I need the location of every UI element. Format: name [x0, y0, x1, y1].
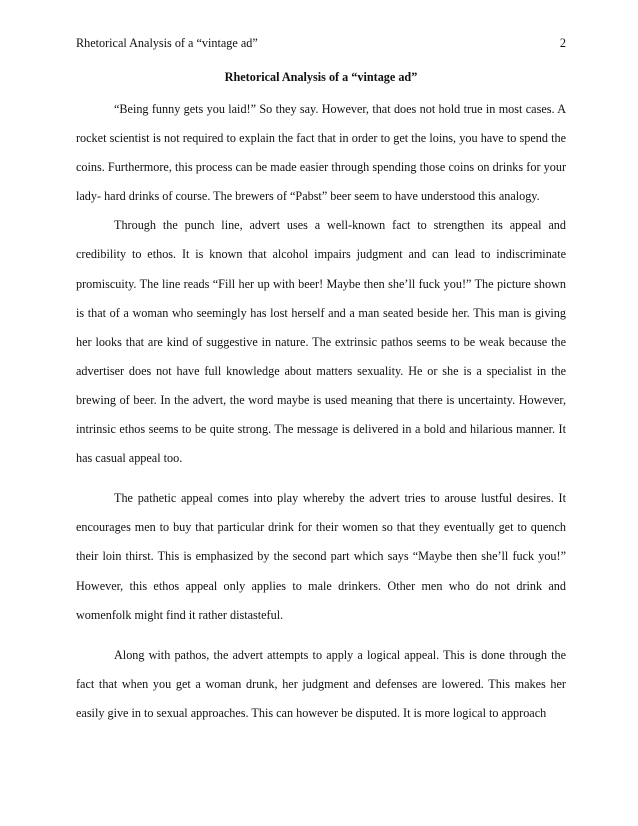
page-number: 2: [559, 36, 566, 50]
document-body: [76, 95, 566, 728]
document-title: Rhetorical Analysis of a “vintage ad”: [224, 70, 418, 84]
paragraph-intro: “Being funny gets you laid!” So they say. However, that does not hold true in most cases. A rocket scientist is not required to explain the fact that in order to get the loins, you have to spend the coins. Furthermore, this process can be made easier through spending those coins on drinks for your lady- hard drinks of course. The brewers of “Pabst” beer seem to have understood this analogy.: [76, 102, 566, 204]
running-head: Rhetorical Analysis of a “vintage ad”: [76, 36, 258, 50]
paragraph-pathos: The pathetic appeal comes into play whereby the advert tries to arouse lustful desires. It encourages men to buy that particular drink for their women so that they eventually get to quench their loin thirst. This is emphasized by the second part which says “Maybe then she’ll fuck you!” However, this ethos appeal only applies to male drinkers. Other men who do not drink and womenfolk might find it rather distasteful.: [76, 491, 566, 622]
paragraph-logos: Along with pathos, the advert attempts to apply a logical appeal. This is done through the fact that when you get a woman drunk, her judgment and defenses are lowered. This makes her easily give in to sexual approaches. This can however be disputed. It is more logical to approach: [76, 647, 566, 720]
paragraph-ethos: Through the punch line, advert uses a well-known fact to strengthen its appeal and credibility to ethos. It is known that alcohol impairs judgment and can lead to indiscriminate promiscuity. The line reads “Fill her up with beer! Maybe then she’ll fuck you!” The picture shown is that of a woman who seemingly has lost herself and a man seated beside her. This man is giving her looks that are kind of suggestive in nature. The extrinsic pathos seems to be weak because the advertiser does not have full knowledge about matters sexuality. He or she is a specialist in the brewing of beer. In the advert, the word maybe is used meaning that there is uncertainty. However, intrinsic ethos seems to be quite strong. The message is delivered in a bold and hilarious manner. It has casual appeal too.: [76, 218, 566, 466]
page-header: [76, 36, 566, 54]
